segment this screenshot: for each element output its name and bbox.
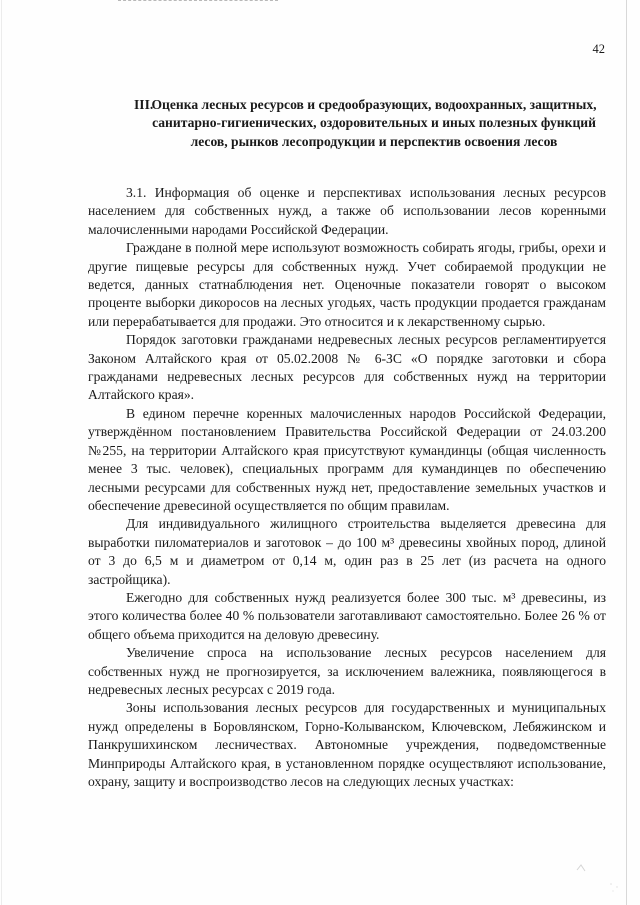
scan-noise-icon	[608, 880, 622, 894]
paragraph: Зоны использования лесных ресурсов для государственных и муниципальных нужд определены в Боровлянском, Горно-Колыванском, Ключевском, Лебяжинском и Панкрушихинском лесничествах. Автономные учреждения, подведомственные Минприроды Алтайского края, в установленном порядке осуществляют использование, охрану, защиту и воспроизводство лесов на следующих лесных участках:	[88, 700, 606, 789]
paragraph: Для индивидуального жилищного строительства выделяется древесина для выработки пиломатериалов и заготовок – до 100 м³ древесины хвойных пород, длиной от 3 до 6,5 м и диаметром от 0,14 м, один раз в 25 лет (из расчета на одного застройщика).	[88, 516, 606, 587]
paragraph: 3.1. Информация об оценке и перспективах использования лесных ресурсов населением для собственных нужд, а также об использовании лесов коренными малочисленными народами Российской Федерации.	[88, 185, 606, 237]
scan-right-border	[626, 0, 627, 905]
section-heading	[134, 96, 598, 151]
scan-left-border	[1, 0, 2, 905]
section-numeral: III.	[134, 97, 154, 112]
paragraph: Граждане в полной мере используют возможность собирать ягоды, грибы, орехи и другие пищевые ресурсы для собственных нужд. Учет собираемой продукции не ведется, данных статнаблюдения нет. Оценочные показатели говорят о высоком проценте выборки дикоросов на лесных угодьях, часть продукции продается гражданам или перерабатывается для продажи. Это относится и к лекарственному сырью.	[88, 240, 606, 329]
scan-edge-mark	[118, 0, 278, 3]
paragraph: Ежегодно для собственных нужд реализуется более 300 тыс. м³ древесины, из этого количества более 40 % пользователи заготавливают самостоятельно. Более 26 % от общего объема приходится на деловую древесину.	[88, 589, 606, 642]
section-title: Оценка лесных ресурсов и средообразующих, водоохранных, защитных, санитарно-гигиенических, оздоровительных и иных полезных функций лесов, рынков лесопродукции и перспектив освоения лесов	[151, 97, 597, 149]
document-body	[88, 184, 606, 791]
paragraph: Увеличение спроса на использование лесных ресурсов населением для собственных нужд не прогнозируется, за исключением валежника, появляющегося в недревесных лесных ресурсах с 2019 года.	[88, 645, 606, 697]
paragraph: В едином перечне коренных малочисленных народов Российской Федерации, утверждённом постановлением Правительства Российской Федерации от 24.03.200 №255, на территории Алтайского края присутствуют кумандинцы (общая численность менее 3 тыс. человек), специальных программ для кумандинцев по обеспечению лесными ресурсами для собственных нужд нет, предоставление земельных участков и обеспечение древесиной осуществляется по общим правилам.	[88, 405, 606, 513]
page-number: 42	[592, 42, 605, 56]
paragraph: Порядок заготовки гражданами недревесных лесных ресурсов регламентируется Законом Алтайского края от 05.02.2008 № 6-ЗС «О порядке заготовки и сбора гражданами недревесных лесных ресурсов для собственных нужд на территории Алтайского края».	[88, 332, 606, 403]
scan-speck-icon	[575, 862, 587, 874]
